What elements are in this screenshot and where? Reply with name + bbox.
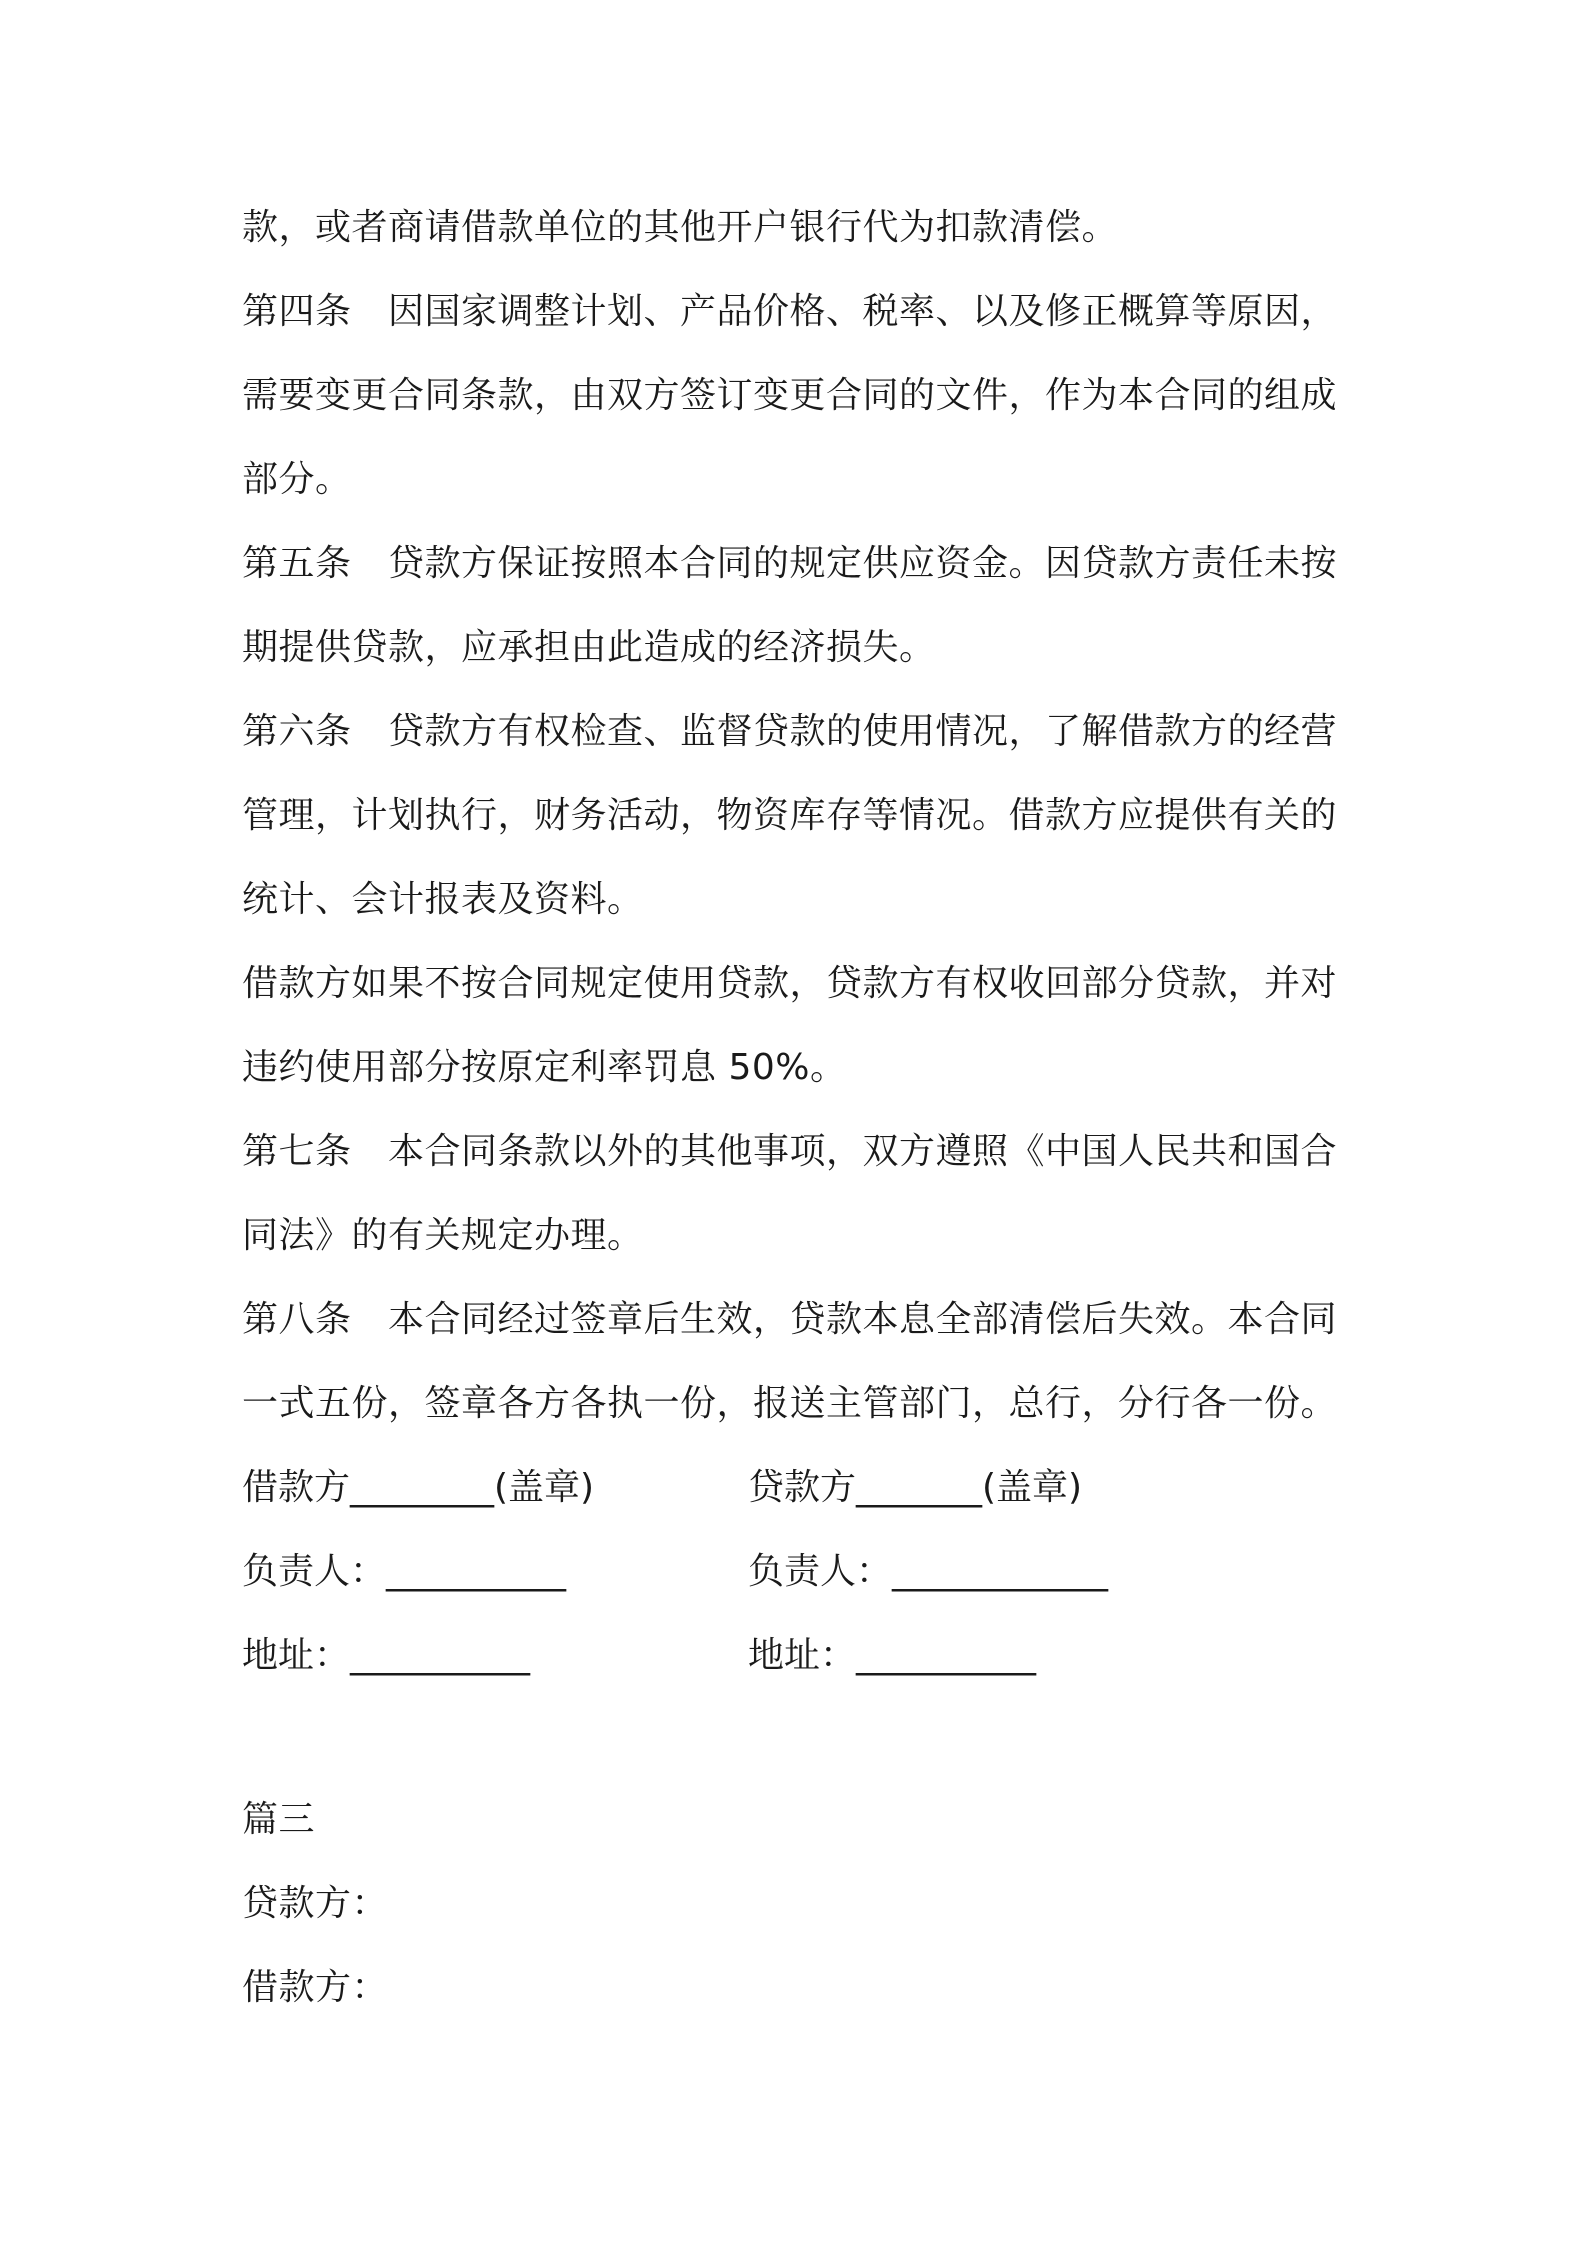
body-line-7: 第六条 贷款方有权检查、监督贷款的使用情况，了解借款方的经营	[242, 711, 1338, 752]
lender-person-in-charge: 负责人：____________	[748, 1551, 1109, 1592]
body-line-9: 统计、会计报表及资料。	[242, 879, 644, 920]
body-line-14: 第八条 本合同经过签章后生效，贷款本息全部清偿后失效。本合同	[242, 1299, 1338, 1340]
body-line-13: 同法》的有关规定办理。	[242, 1215, 644, 1256]
lender-address: 地址：__________	[748, 1635, 1037, 1676]
section-lender-label: 贷款方：	[242, 1883, 389, 1924]
body-line-8: 管理，计划执行，财务活动，物资库存等情况。借款方应提供有关的	[242, 795, 1338, 836]
borrower-signature: 借款方________(盖章)	[242, 1467, 595, 1508]
section-borrower-label: 借款方：	[242, 1967, 389, 2008]
body-line-4: 部分。	[242, 459, 352, 500]
body-line-15: 一式五份，签章各方各执一份，报送主管部门，总行，分行各一份。	[242, 1383, 1338, 1424]
body-line-2: 第四条 因国家调整计划、产品价格、税率、以及修正概算等原因，	[242, 291, 1338, 332]
body-line-6: 期提供贷款，应承担由此造成的经济损失。	[242, 627, 936, 668]
borrower-address: 地址：__________	[242, 1635, 531, 1676]
borrower-person-in-charge: 负责人：__________	[242, 1551, 567, 1592]
body-line-1: 款，或者商请借款单位的其他开户银行代为扣款清偿。	[242, 207, 1119, 248]
body-line-5: 第五条 贷款方保证按照本合同的规定供应资金。因贷款方责任未按	[242, 543, 1338, 584]
lender-signature: 贷款方_______(盖章)	[748, 1467, 1083, 1508]
body-line-11: 违约使用部分按原定利率罚息 50%。	[242, 1047, 847, 1088]
body-line-3: 需要变更合同条款，由双方签订变更合同的文件，作为本合同的组成	[242, 375, 1338, 416]
body-line-12: 第七条 本合同条款以外的其他事项，双方遵照《中国人民共和国合	[242, 1131, 1338, 1172]
body-line-10: 借款方如果不按合同规定使用贷款，贷款方有权收回部分贷款，并对	[242, 963, 1338, 1004]
section-title: 篇三	[242, 1799, 316, 1840]
